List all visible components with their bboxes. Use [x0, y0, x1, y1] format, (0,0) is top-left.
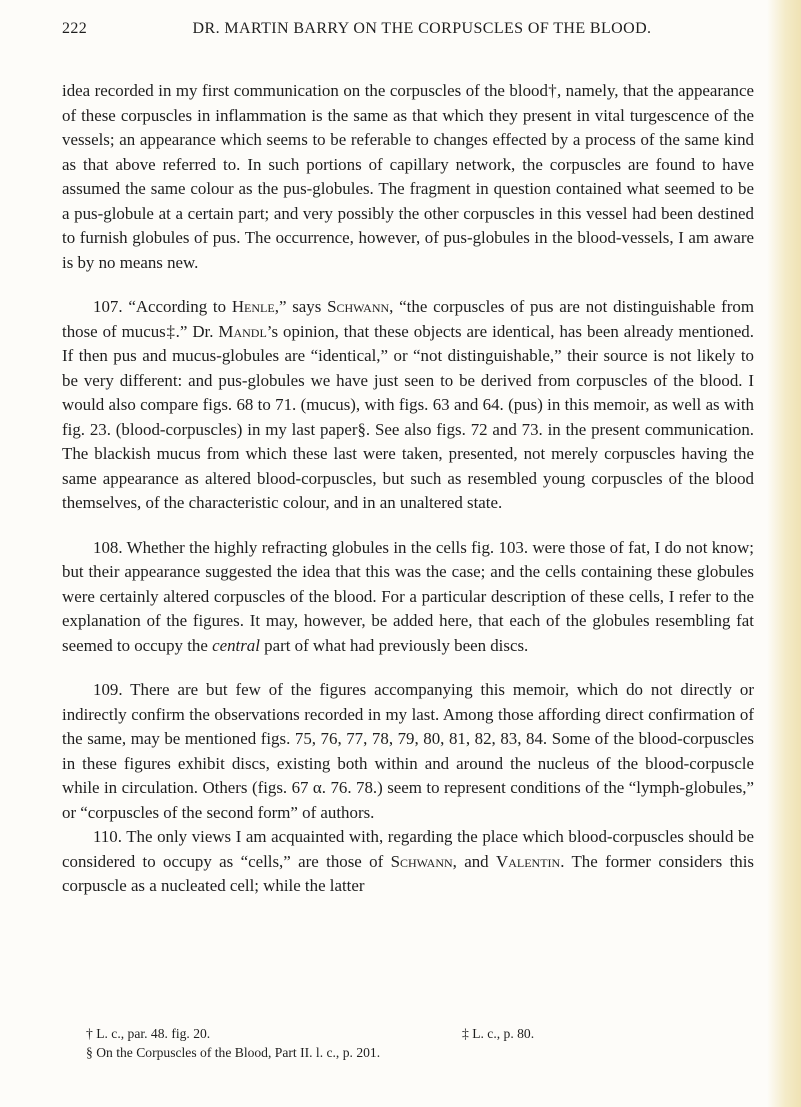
author-name-henle: Henle — [231, 297, 275, 316]
text-run: , and — [452, 851, 496, 871]
text-run: , “the corpuscles of pus are not distinguishable from those of mucus‡.” Dr. — [62, 297, 754, 341]
paragraph-107 — [62, 295, 754, 516]
page-edge-shading — [767, 0, 801, 1107]
text-run: ,” says — [274, 297, 328, 316]
author-name-mandl: Mandl — [218, 321, 267, 341]
running-title: DR. MARTIN BARRY ON THE CORPUSCLES OF THE BLOOD. — [192, 20, 652, 37]
body-text — [62, 79, 754, 899]
emphasis-central: central — [212, 635, 260, 655]
footnote-dagger: † L. c., par. 48. fig. 20. — [86, 1026, 211, 1041]
text-run: part of what had previously been discs. — [259, 635, 529, 655]
paragraph-continuation: idea recorded in my first communication on the corpuscles of the blood†, namely, that the appearance of these corpuscles in inflammation is the same as that which they present in vital turgescence of the vessels; an appearance which seems to be referable to changes effected by a process of the same kind as that above referred to. In such portions of capillary network, the corpuscles are found to have assumed the same colour as the pus-globules. The fragment in question contained what seemed to be a pus-globule at a certain part; and very possibly the other corpuscles in this vessel had been destined to furnish globules of pus. The occurrence, however, of pus-globules in the blood-vessels, I am aware is by no means new. — [62, 81, 754, 272]
footnote-double-dagger: ‡ L. c., p. 80. — [462, 1026, 535, 1041]
paragraph-109: 109. There are but few of the figures accompanying this memoir, which do not directly or indirectly confirm the observations recorded in my last. Among those affording direct confirmation of the same, may be mentioned figs. 75, 76, 77, 78, 79, 80, 81, 82, 83, 84. Some of the blood-corpuscles in these figures exhibit discs, existing both within and around the nucleus of the blood-corpuscle while in circulation. Others (figs. 67 α. 76. 78.) seem to represent conditions of the “lymph-globules,” or “corpuscles of the second form” of authors. — [62, 680, 754, 822]
text-run: 107. “According to — [93, 297, 232, 316]
text-run: 110. The only views I am acquainted with, regarding the place which blood-corpuscles should be considered to occupy as “cells,” are those of — [62, 827, 754, 871]
author-name-schwann: Schwann — [327, 297, 390, 316]
text-run: ’s opinion, that these objects are identical, has been already mentioned. If then pus and mucus-globules are “identical,” or “not distinguishable,” their source is not likely to be very different: and pus-globules we have just seen to be derived from corpuscles of the blood. I would also compare figs. 68 to 71. (mucus), with figs. 63 and 64. (pus) in this memoir, as well as with fig. 23. (blood-corpuscles) in my last paper§. See also figs. 72 and 73. in the present communication. The blackish mucus from which these last were taken, presented, not merely corpuscles having the same appearance as altered blood-corpuscles, but such as resembled young corpuscles of the blood themselves, of the characteristic colour, and in an unaltered state. — [62, 321, 754, 512]
author-name-valentin: Valentin — [496, 851, 561, 871]
footnotes — [86, 1024, 726, 1062]
page-number: 222 — [62, 20, 88, 37]
text-run: . The former considers this corpuscle as a nucleated cell; while the latter — [62, 851, 754, 895]
author-name-schwann: Schwann — [390, 851, 453, 871]
footnote-section: § On the Corpuscles of the Blood, Part II. l. c., p. 201. — [86, 1045, 381, 1060]
paragraph-108 — [62, 536, 754, 659]
paragraph-110 — [62, 825, 754, 899]
text-run: 108. Whether the highly refracting globules in the cells fig. 103. were those of fat, I do not know; but their appearance suggested the idea that this was the case; and the cells containing these globules were certainly altered corpuscles of the blood. For a particular description of these cells, I refer to the explanation of the figures. It may, however, be added here, that each of the globules resembling fat seemed to occupy the — [62, 537, 754, 655]
